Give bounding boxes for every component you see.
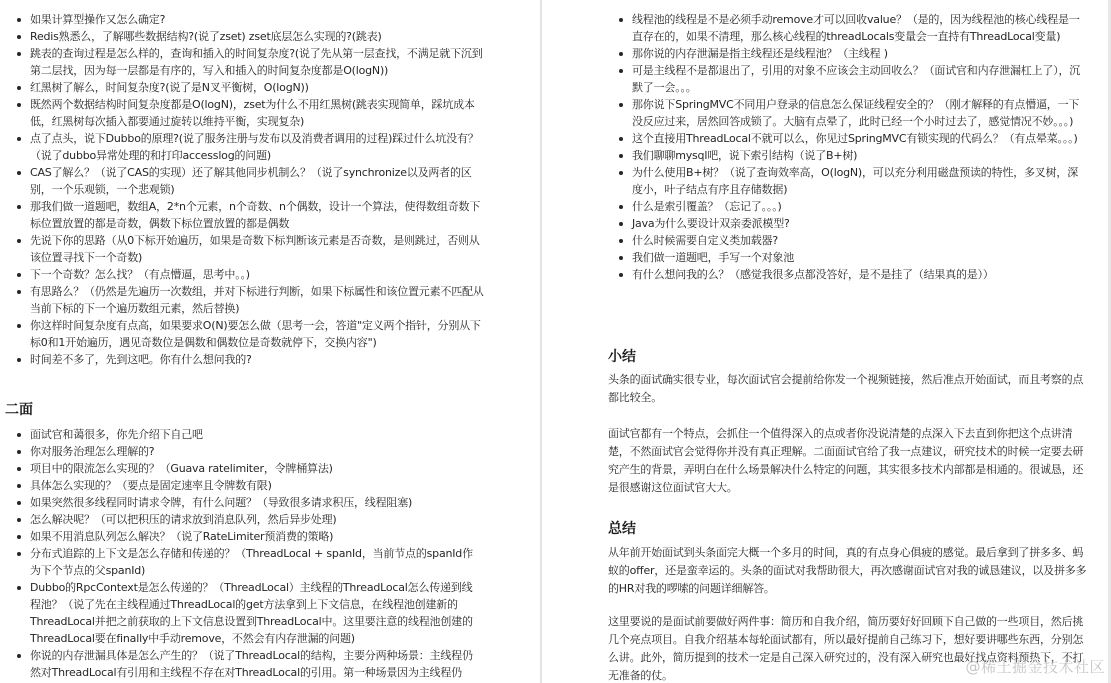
- list-item: 点了点头，说下Dubbo的原理?(说了服务注册与发布以及消费者调用的过程)踩过什么坑没有？（说了dubbo异常处理的和打印accesslog的问题): [30, 130, 485, 164]
- list-item: 为什么使用B+树？（说了查询效率高，O(logN)，可以充分利用磁盘预读的特性，多叉树，深度小，叶子结点有序且存储数据): [632, 164, 1082, 198]
- conclusion-paragraph-2: 这里要说的是面试前要做好两件事：简历和自我介绍，简历要好好回顾下自己做的一些项目，然后挑几个亮点项目。自我介绍基本每轮面试都有，所以最好提前自己练习下，想好要讲哪些东西，分别怎么讲。此外，简历提到的技术一定是自己深入研究过的，没有深入研究也最好找点资料预热下，不打无准备的仗。: [608, 615, 1084, 682]
- list-item: 那你说下SpringMVC不同用户登录的信息怎么保证线程安全的？（刚才解释的有点懵逼，一下没反应过来，居然回答成锁了。大脑有点晕了，此时已经一个小时过去了，感觉情况不妙。。。): [632, 96, 1082, 130]
- list-item: 我们做一道题吧，手写一个对象池: [632, 249, 1082, 266]
- list-item: 时间差不多了，先到这吧。你有什么想问我的?: [30, 351, 485, 368]
- list-item: 分布式追踪的上下文是怎么存储和传递的？（ThreadLocal + spanId，当前节点的spanId作为下个节点的父spanId): [30, 545, 482, 579]
- list-item: 你说的内存泄漏具体是怎么产生的？（说了ThreadLocal的结构，主要分两种场景：主线程仍然对ThreadLocal有引用和主线程不存在对ThreadLocal的引用。第一种场景因为主线程仍: [30, 647, 482, 681]
- list-item: 先说下你的思路（从0下标开始遍历，如果是奇数下标判断该元素是否奇数，是则跳过，否则从该位置寻找下一个奇数): [30, 232, 485, 266]
- list-item: 如果计算型操作又怎么确定?: [30, 11, 485, 28]
- second-interview-heading: 二面: [5, 402, 33, 418]
- summary-paragraph-2: 面试官都有一个特点，会抓住一个值得深入的点或者你没说清楚的点深入下去直到你把这个点讲清楚，不然面试官会觉得你并没有真正理解。二面面试官给了我一点建议，研究技术的时候一定要去研究产生的背景，弄明白在什么场景解决什么特定的问题，其实很多技术内部都是相通的。很诚恳，还是很感谢这位面试官大大。: [608, 427, 1084, 494]
- first-interview-question-list: [30, 11, 485, 368]
- list-item: 有思路么？（仍然是先遍历一次数组，并对下标进行判断，如果下标属性和该位置元素不匹配从当前下标的下一个遍历数组元素，然后替换): [30, 285, 484, 315]
- list-item: 你这样时间复杂度有点高，如果要求O(N)要怎么做（思考一会，答道"定义两个指针，分别从下标0和1开始遍历，遇见奇数位是偶数和偶数位是奇数就停下，交换内容"): [30, 317, 485, 351]
- second-interview-question-list: [30, 426, 482, 681]
- list-item: 可是主线程不是都退出了，引用的对象不应该会主动回收么？（面试官和内存泄漏杠上了），沉默了一会。。。: [632, 64, 1081, 94]
- summary-paragraph-1: 头条的面试确实很专业，每次面试官会提前给你发一个视频链接，然后准点开始面试，而且考察的点都比较全。: [608, 373, 1084, 404]
- list-item: 跳表的查询过程是怎么样的，查询和插入的时间复杂度?(说了先从第一层查找，不满足就下沉到第二层找，因为每一层都是有序的，写入和插入的时间复杂度都是O(logN)): [30, 45, 485, 79]
- left-page: [0, 0, 540, 683]
- list-item: 那我们做一道题吧，数组A，2*n个元素，n个奇数、n个偶数，设计一个算法，使得数组奇数下标位置放置的都是奇数，偶数下标位置放置的都是偶数: [30, 198, 485, 232]
- watermark-text: @稀土掘金技术社区: [965, 658, 1105, 676]
- list-item: Dubbo的RpcContext是怎么传递的？（ThreadLocal）主线程的ThreadLocal怎么传递到线程池？（说了先在主线程通过ThreadLocal的get方法拿到上下文信息，在线程池创建新的ThreadLocal并把之前获取的上下文信息设置到ThreadLocal中。这里要注意的线程池创建的ThreadLocal要在finally中手动remove，不然会有内存泄漏的问题): [30, 579, 482, 647]
- right-page: [542, 0, 1111, 683]
- list-item: 如果不用消息队列怎么解决？（说了RateLimiter预消费的策略): [30, 528, 482, 545]
- list-item: 项目中的限流怎么实现的？（Guava ratelimiter，令牌桶算法): [30, 460, 482, 477]
- list-item: 既然两个数据结构时间复杂度都是O(logN)，zset为什么不用红黑树(跳表实现简单，踩坑成本低，红黑树每次插入都要通过旋转以维持平衡，实现复杂): [30, 96, 485, 130]
- list-item: 有什么想问我的么？（感觉我很多点都没答好，是不是挂了（结果真的是））: [632, 266, 1082, 283]
- list-item: 如果突然很多线程同时请求令牌，有什么问题？（导致很多请求积压，线程阻塞): [30, 494, 482, 511]
- summary-heading: 小结: [608, 349, 636, 365]
- list-item: 这个直接用ThreadLocal不就可以么，你见过SpringMVC有锁实现的代码么？（有点晕菜。。。): [632, 130, 1082, 147]
- list-item: 什么是索引覆盖？（忘记了。。。): [632, 198, 1082, 215]
- list-item: 我们聊聊mysql吧，说下索引结构（说了B+树): [632, 147, 1082, 164]
- list-item: 红黑树了解么，时间复杂度?(说了是N叉平衡树，O(logN)): [30, 79, 485, 96]
- continued-question-list: [632, 11, 1082, 283]
- list-item: 怎么解决呢？（可以把积压的请求放到消息队列，然后异步处理): [30, 511, 482, 528]
- conclusion-paragraph-1: 从年前开始面试到头条面完大概一个多月的时间，真的有点身心俱疲的感觉。最后拿到了拼多多、蚂蚁的offer，还是蛮幸运的。头条的面试对我帮助很大，再次感谢面试官对我的诚恳建议，以及拼多多的HR对我的啰嗦的问题详细解答。: [608, 546, 1087, 595]
- list-item: Redis熟悉么，了解哪些数据结构?(说了zset) zset底层怎么实现的?(跳表): [30, 28, 485, 45]
- list-item: 下一个奇数？怎么找？（有点懵逼，思考中。。): [30, 266, 485, 283]
- conclusion-heading: 总结: [608, 521, 636, 537]
- list-item: CAS了解么？（说了CAS的实现）还了解其他同步机制么？（说了synchronize以及两者的区别，一个乐观锁，一个悲观锁): [30, 164, 485, 198]
- list-item: 线程池的线程是不是必须手动remove才可以回收value？（是的，因为线程池的核心线程是一直存在的，如果不清理，那么核心线程的threadLocals变量会一直持有ThreadLocal变量): [632, 11, 1082, 45]
- list-item: 什么时候需要自定义类加载器?: [632, 232, 1082, 249]
- list-item: Java为什么要设计双亲委派模型?: [632, 215, 1082, 232]
- list-item: 那你说的内存泄漏是指主线程还是线程池？（主线程 ): [632, 45, 1082, 62]
- list-item: 具体怎么实现的？（要点是固定速率且令牌数有限): [30, 477, 482, 494]
- list-item: 你对服务治理怎么理解的?: [30, 443, 482, 460]
- list-item: 面试官和蔼很多，你先介绍下自己吧: [30, 426, 482, 443]
